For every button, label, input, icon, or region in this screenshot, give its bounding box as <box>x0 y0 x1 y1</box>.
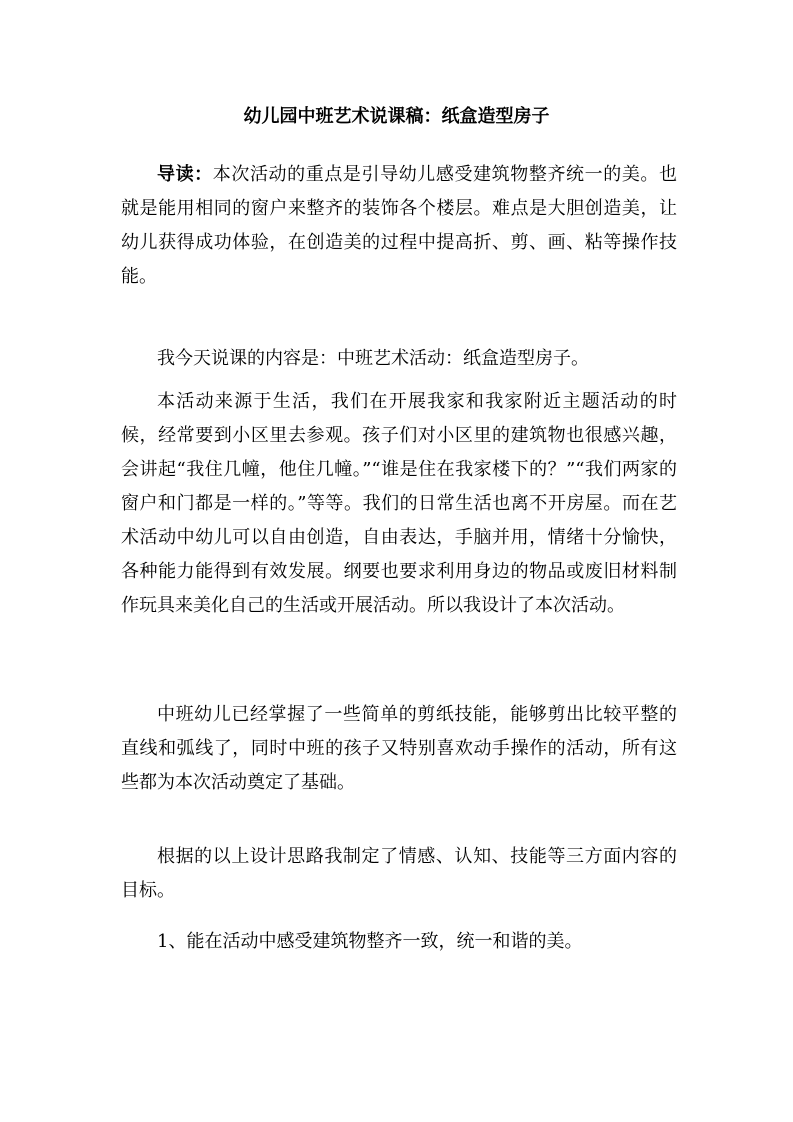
document-title: 幼儿园中班艺术说课稿：纸盒造型房子 <box>243 106 550 127</box>
paragraph-goals-intro: 根据的以上设计思路我制定了情感、认知、技能等三方面内容的目标。 <box>121 846 677 901</box>
lead-label: 导读： <box>157 164 213 185</box>
paragraph-lesson-content: 我今天说课的内容是：中班艺术活动：纸盒造型房子。 <box>157 348 589 369</box>
paragraph-activity-origin: 本活动来源于生活，我们在开展我家和我家附近主题活动的时候，经常要到小区里去参观。孩子们对小区里的建筑物也很感兴趣，会讲起“我住几幢，他住几幢。”“谁是住在我家楼下的？”“我们两家的窗户和门都是一样的。”等等。我们的日常生活也离不开房屋。而在艺术活动中幼儿可以自由创造，自由表达，手脑并用，情绪十分愉快，各种能力能得到有效发展。纲要也要求利用身边的物品或废旧材料制作玩具来美化自己的生活或开展活动。所以我设计了本次活动。 <box>121 391 677 616</box>
paragraph-children-skills: 中班幼儿已经掌握了一些简单的剪纸技能，能够剪出比较平整的直线和弧线了，同时中班的孩子又特别喜欢动手操作的活动，所有这些都为本次活动奠定了基础。 <box>121 704 677 793</box>
lead-text: 本次活动的重点是引导幼儿感受建筑物整齐统一的美。也就是能用相同的窗户来整齐的装饰各个楼层。难点是大胆创造美，让幼儿获得成功体验，在创造美的过程中提高折、剪、画、粘等操作技能。 <box>121 164 678 287</box>
goal-item-1: 1、能在活动中感受建筑物整齐一致，统一和谐的美。 <box>157 931 583 952</box>
lead-paragraph <box>121 158 677 294</box>
